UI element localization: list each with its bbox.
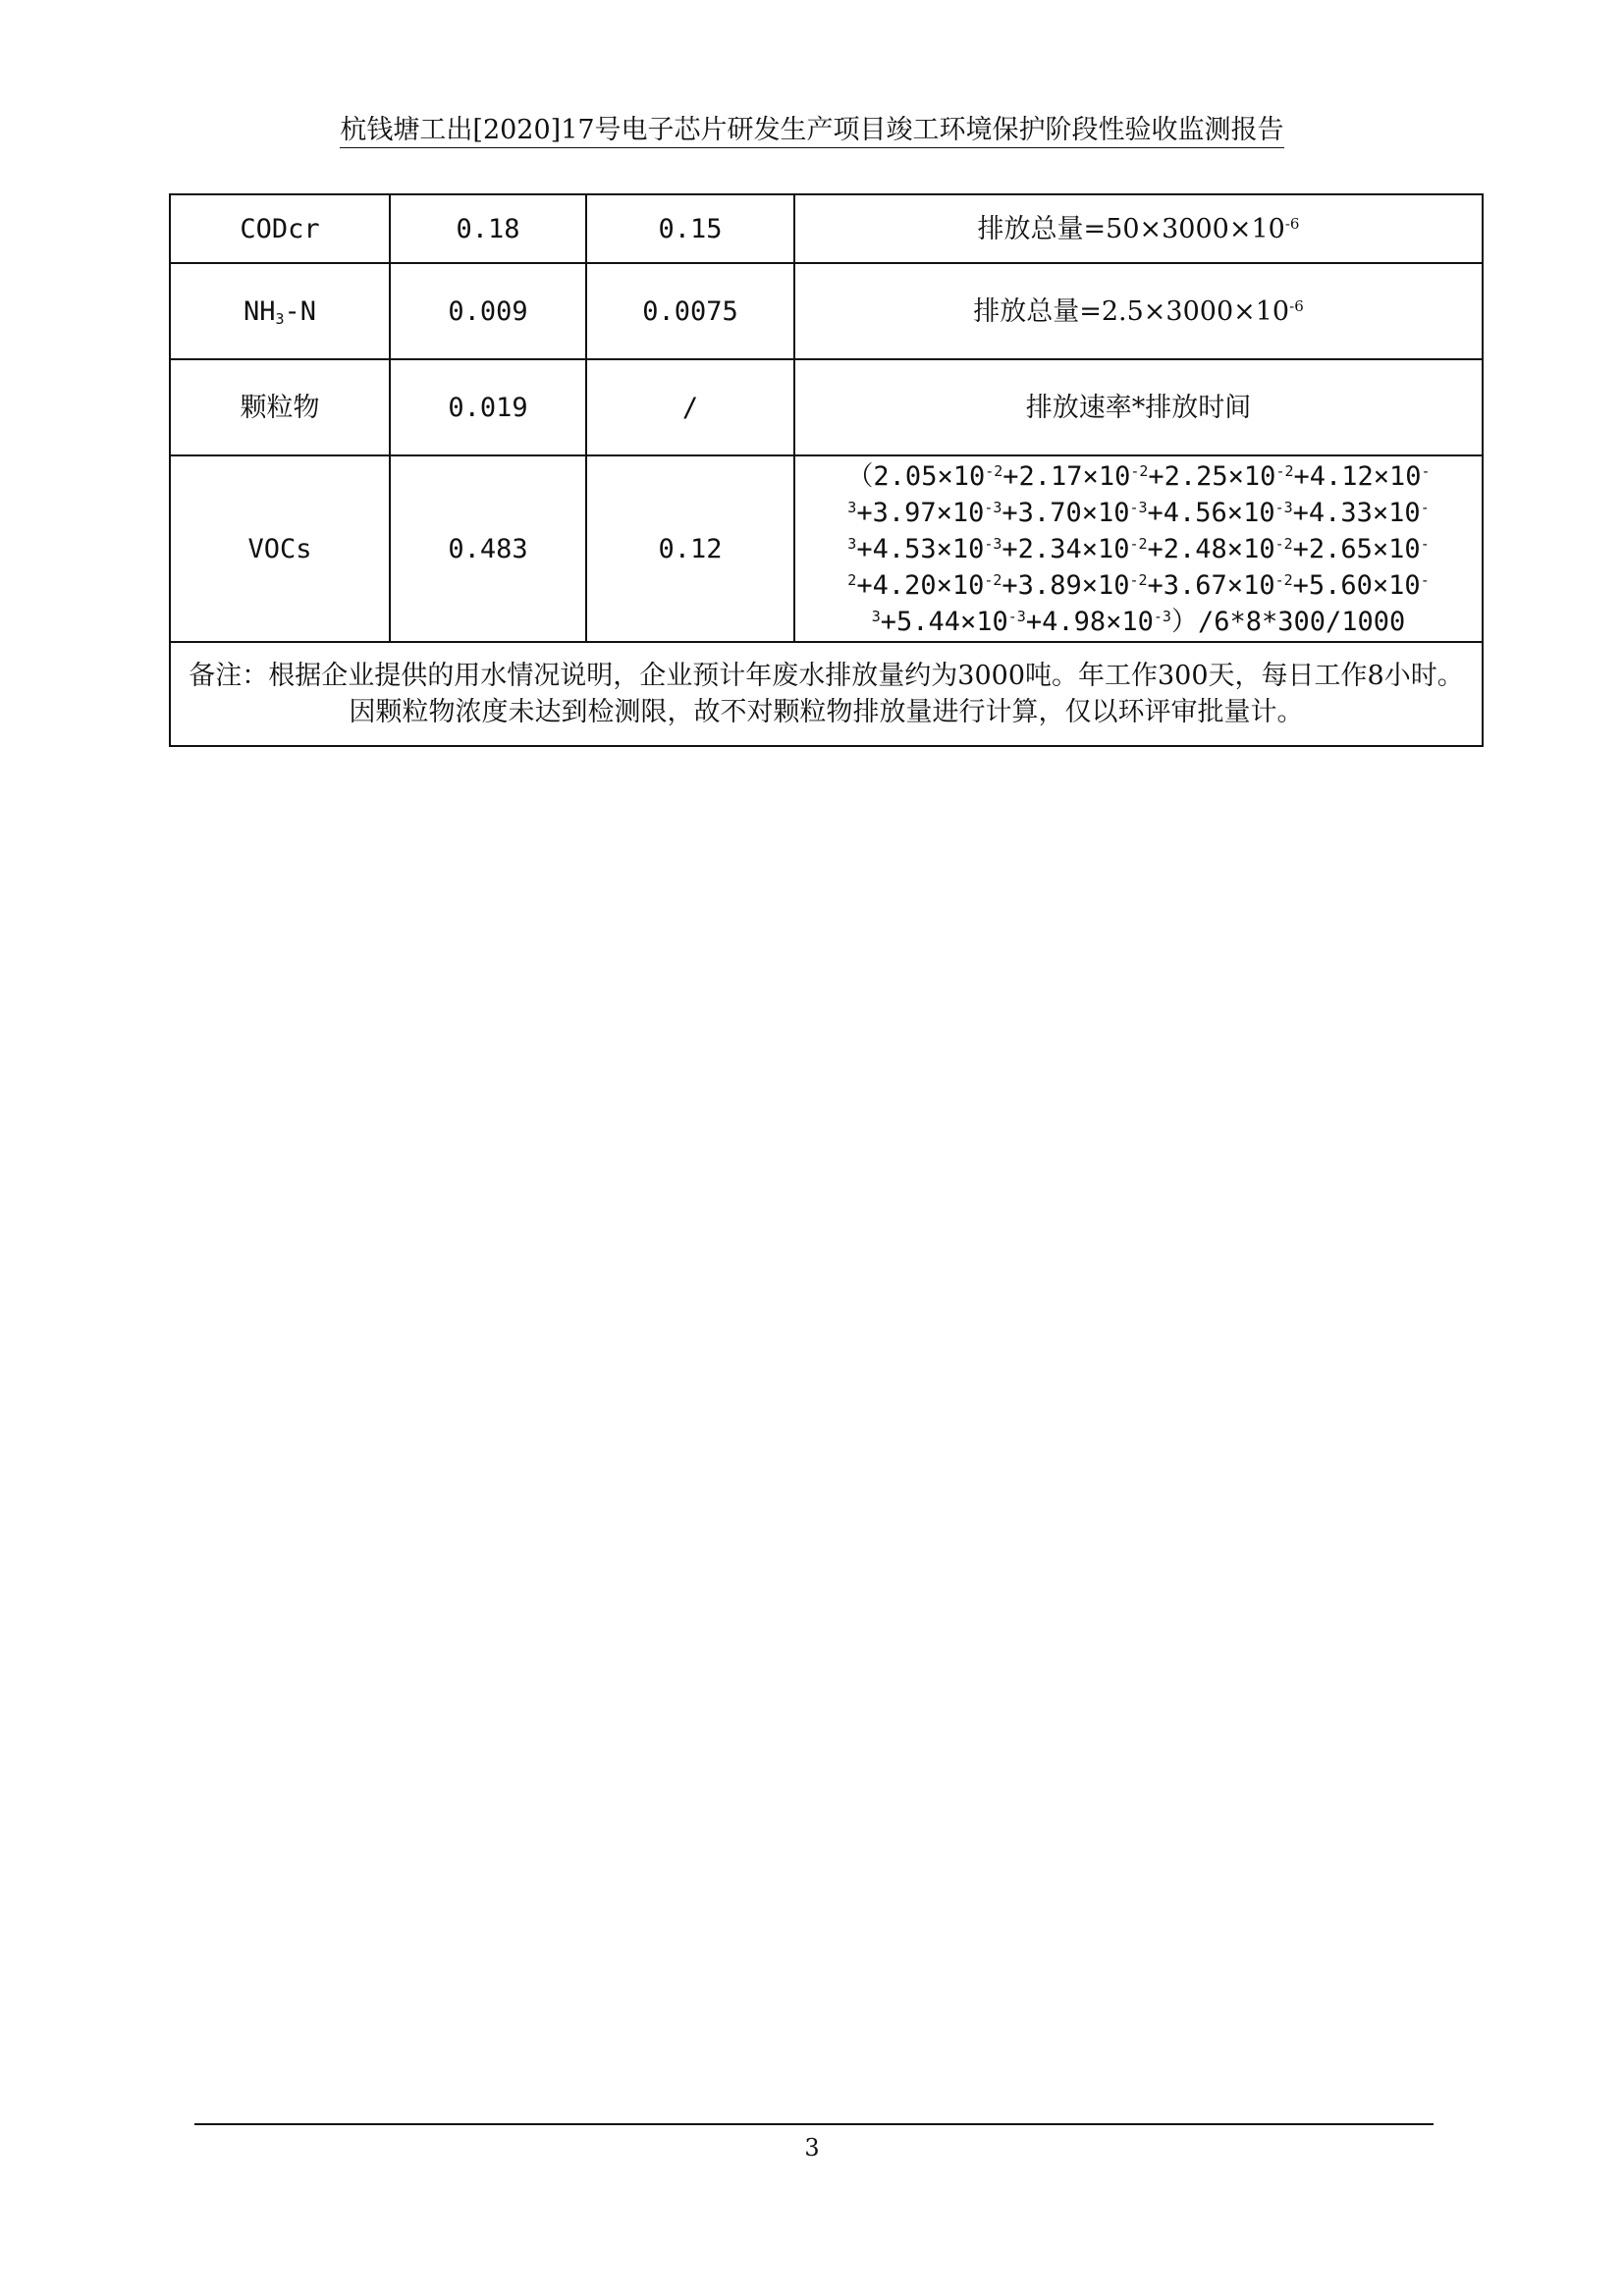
note-cell: 备注：根据企业提供的用水情况说明，企业预计年废水排放量约为3000吨。年工作300天，每日工作8小时。因颗粒物浓度未达到检测限，故不对颗粒物排放量进行计算，仅以环评审批量计。 [170, 642, 1483, 746]
formula-term: +3.70×10 [1001, 497, 1130, 528]
value1-cell: 0.18 [390, 194, 586, 263]
formula-term: +2.65×10 [1292, 533, 1421, 564]
formula-text: 排放总量=2.5×3000×10 [973, 295, 1290, 327]
formula-exponent: -3 [847, 498, 1430, 553]
table-row [170, 263, 1483, 359]
formula-term: +3.89×10 [1001, 569, 1130, 601]
formula-term: +4.20×10 [856, 569, 985, 601]
formula-term: （2.05×10 [846, 460, 986, 492]
formula-term: +2.25×10 [1148, 460, 1276, 492]
formula-term: +3.97×10 [856, 497, 985, 528]
pollutant-suffix: -N [284, 295, 317, 327]
formula-exponent: -2 [1274, 570, 1293, 589]
voc-formula-cell [794, 455, 1483, 642]
pollutant-cell: CODcr [170, 194, 390, 263]
value1-cell: 0.483 [390, 455, 586, 642]
formula-term: +4.12×10 [1293, 460, 1422, 492]
footer-divider [194, 2123, 1434, 2125]
formula-cell [794, 194, 1483, 263]
pollutant-base: NH [243, 295, 276, 327]
formula-text: 排放总量=50×3000×10 [977, 213, 1285, 244]
report-title: 杭钱塘工出[2020]17号电子芯片研发生产项目竣工环境保护阶段性验收监测报告 [340, 115, 1283, 148]
formula-exponent: -2 [1129, 570, 1148, 589]
formula-exponent: -2 [985, 461, 1003, 480]
pollutant-cell: VOCs [170, 455, 390, 642]
table-row [170, 359, 1483, 455]
formula-term: +5.44×10 [880, 606, 1008, 637]
value2-cell: 0.12 [586, 455, 794, 642]
pollutant-cell: 颗粒物 [170, 359, 390, 455]
formula-term: +4.53×10 [856, 533, 985, 564]
formula-exponent: -3 [1153, 607, 1171, 625]
formula-exponent: -2 [1275, 461, 1294, 480]
formula-exponent: -3 [984, 534, 1002, 553]
formula-exponent: -3 [847, 461, 1431, 516]
formula-cell: 排放速率*排放时间 [794, 359, 1483, 455]
formula-exponent: -2 [1129, 534, 1148, 553]
formula-exponent: -2 [984, 570, 1002, 589]
value2-cell: 0.0075 [586, 263, 794, 359]
formula-term: +5.60×10 [1292, 569, 1421, 601]
formula-term: ）/6*8*300/1000 [1170, 606, 1406, 637]
formula-exponent: -3 [1129, 498, 1148, 516]
formula-exponent: -3 [1007, 607, 1026, 625]
value2-cell: 0.15 [586, 194, 794, 263]
formula-term: +3.67×10 [1147, 569, 1275, 601]
formula-term: +4.56×10 [1147, 497, 1275, 528]
value2-cell: / [586, 359, 794, 455]
formula-term: +2.34×10 [1001, 533, 1130, 564]
table-row [170, 455, 1483, 642]
value1-cell: 0.009 [390, 263, 586, 359]
formula-exponent: -2 [1274, 534, 1293, 553]
formula-term: +4.33×10 [1292, 497, 1421, 528]
pollutant-cell [170, 263, 390, 359]
emission-table [169, 193, 1484, 747]
pollutant-subscript: 3 [275, 309, 285, 328]
formula-exponent: -3 [984, 498, 1002, 516]
formula-exponent: -6 [1289, 296, 1304, 315]
page-header [0, 114, 1624, 147]
table-row [170, 194, 1483, 263]
formula-cell [794, 263, 1483, 359]
table-row [170, 642, 1483, 746]
formula-term: +2.17×10 [1002, 460, 1131, 492]
formula-exponent: -2 [1130, 461, 1149, 480]
formula-exponent: -2 [847, 534, 1430, 589]
formula-exponent: -3 [871, 570, 1430, 625]
formula-exponent: -3 [1274, 498, 1293, 516]
formula-exponent: -6 [1284, 214, 1300, 233]
value1-cell: 0.019 [390, 359, 586, 455]
formula-term: +2.48×10 [1147, 533, 1275, 564]
formula-term: +4.98×10 [1025, 606, 1154, 637]
page-number: 3 [804, 2134, 820, 2162]
